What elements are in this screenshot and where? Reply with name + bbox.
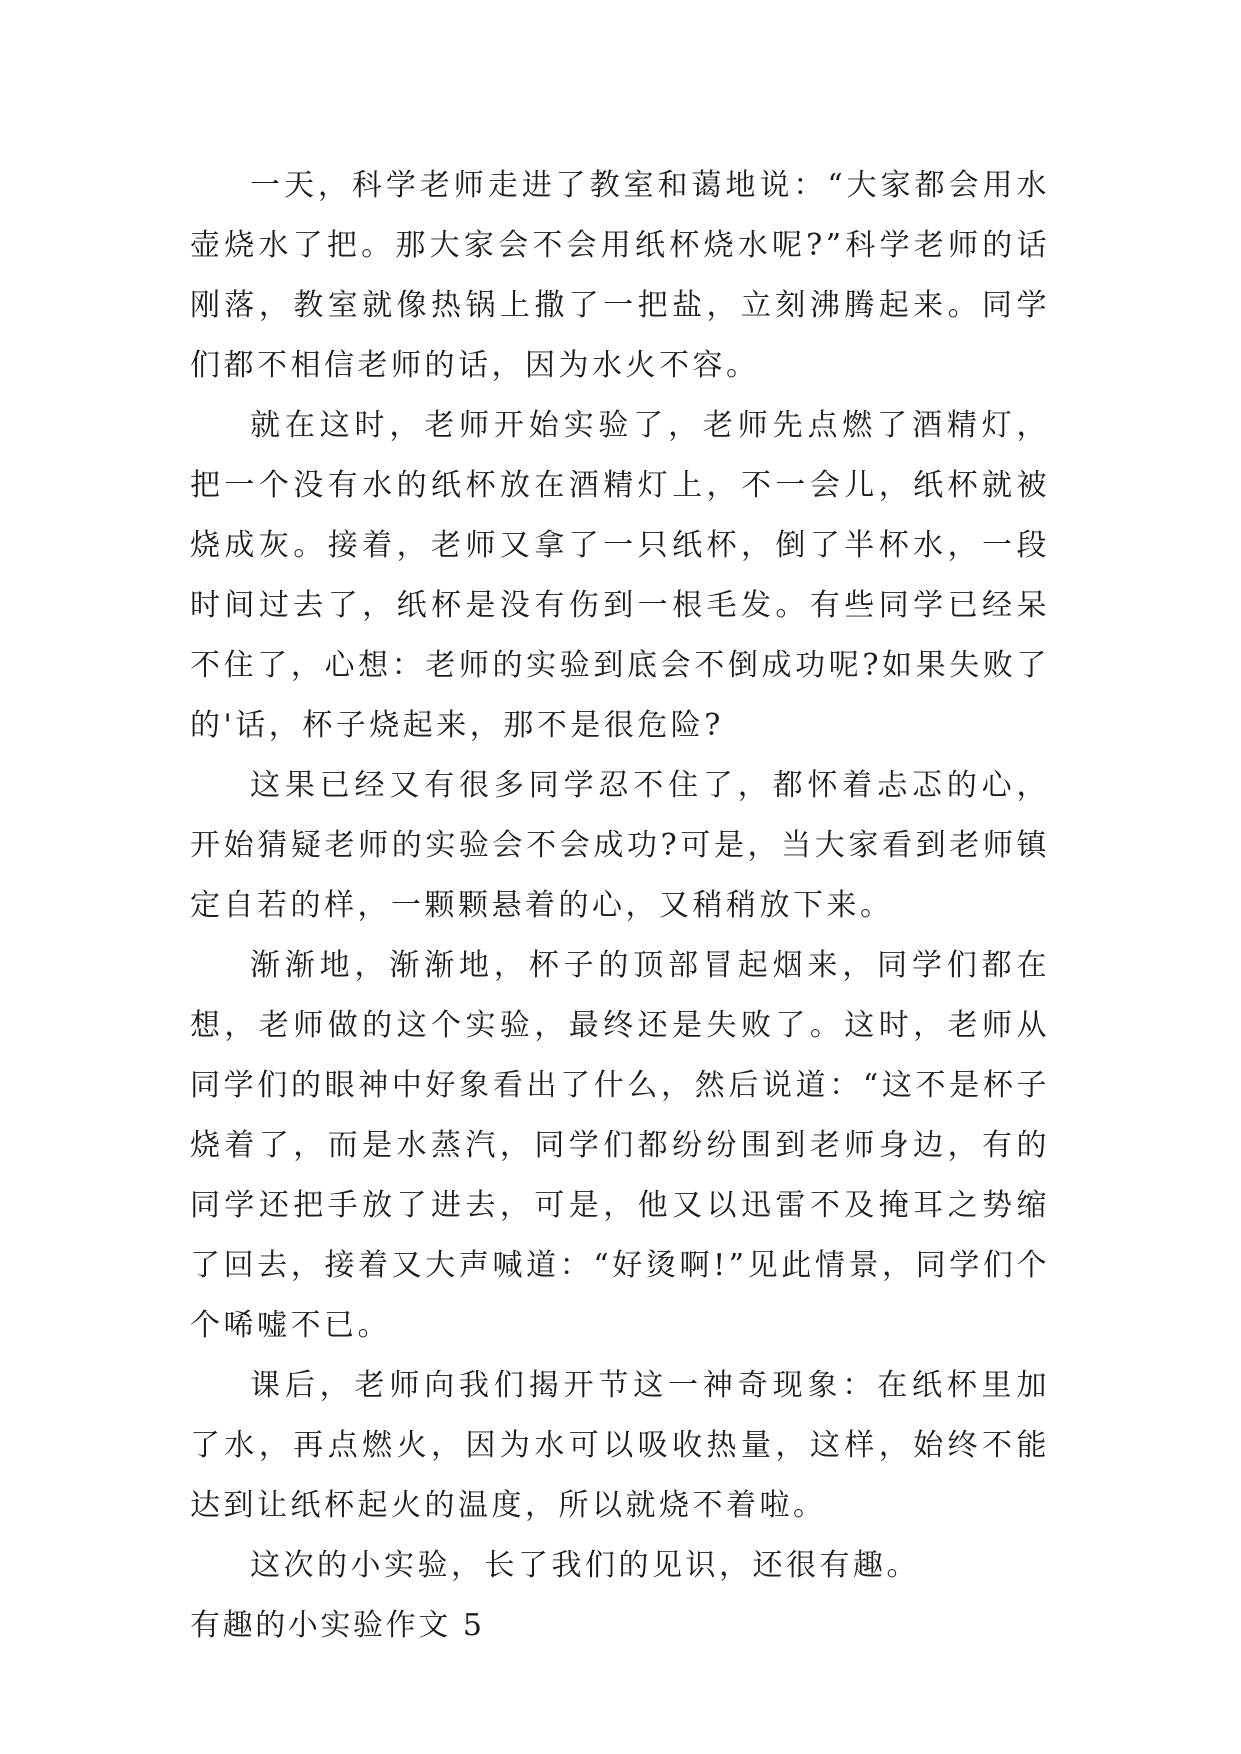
paragraph-1: 一天，科学老师走进了教室和蔼地说：“大家都会用水壶烧水了把。那大家会不会用纸杯烧水呢?”科学老师的话刚落，教室就像热锅上撒了一把盐，立刻沸腾起来。同学们都不相信老师的话，因为水火不容。 [190, 168, 1050, 383]
document-body [190, 156, 1050, 1656]
paragraph-5: 课后，老师向我们揭开节这一神奇现象：在纸杯里加了水，再点燃火，因为水可以吸收热量，这样，始终不能达到让纸杯起火的温度，所以就烧不着啦。 [190, 1368, 1050, 1523]
paragraph-2: 就在这时，老师开始实验了，老师先点燃了酒精灯，把一个没有水的纸杯放在酒精灯上，不一会儿，纸杯就被烧成灰。接着，老师又拿了一只纸杯，倒了半杯水，一段时间过去了，纸杯是没有伤到一根毛发。有些同学已经呆不住了，心想：老师的实验到底会不倒成功呢?如果失败了的'话，杯子烧起来，那不是很危险? [190, 408, 1050, 743]
paragraph-6: 这次的小实验，长了我们的见识，还很有趣。 [250, 1548, 920, 1583]
paragraph-3: 这果已经又有很多同学忍不住了，都怀着忐忑的心，开始猜疑老师的实验会不会成功?可是，当大家看到老师镇定自若的样，一颗颗悬着的心，又稍稍放下来。 [190, 768, 1050, 923]
section-heading: 有趣的小实验作文 5 [190, 1608, 485, 1643]
paragraph-4: 渐渐地，渐渐地，杯子的顶部冒起烟来，同学们都在想，老师做的这个实验，最终还是失败了。这时，老师从同学们的眼神中好象看出了什么，然后说道：“这不是杯子烧着了，而是水蒸汽，同学们都纷纷围到老师身边，有的同学还把手放了进去，可是，他又以迅雷不及掩耳之势缩了回去，接着又大声喊道：“好烫啊!”见此情景，同学们个个唏嘘不已。 [190, 948, 1050, 1343]
